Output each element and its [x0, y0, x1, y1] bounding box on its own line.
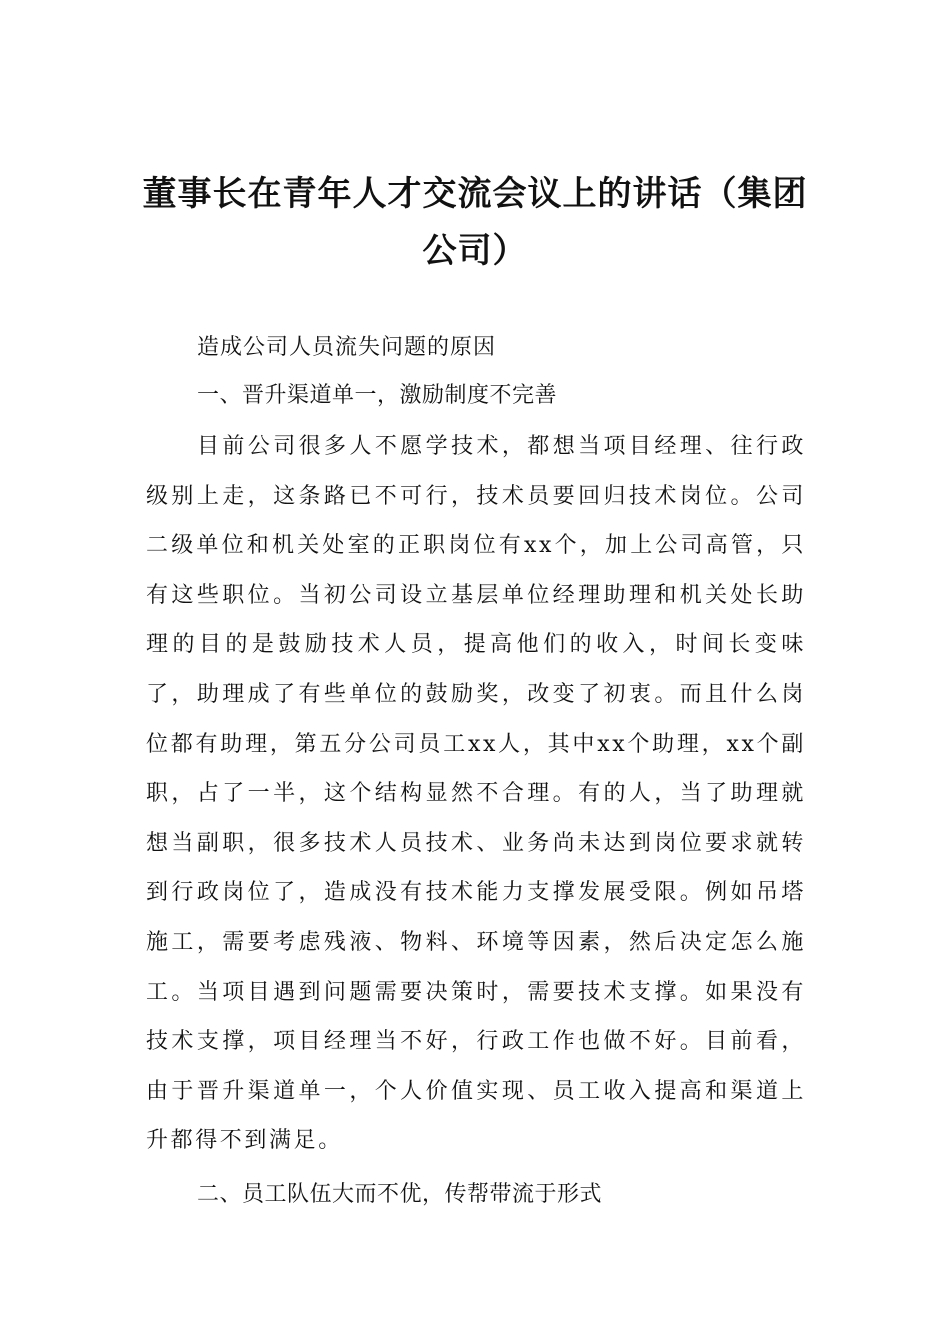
document-title: 董事长在青年人才交流会议上的讲话（集团公司）	[142, 174, 808, 271]
section-2-heading: 二、员工队伍大而不优，传帮带流于形式	[197, 1182, 603, 1207]
intro-line: 造成公司人员流失问题的原因	[197, 335, 497, 360]
section-1-heading: 一、晋升渠道单一，激励制度不完善	[197, 383, 558, 408]
section-1-body: 目前公司很多人不愿学技术，都想当项目经理、往行政级别上走，这条路已不可行，技术员要回归技术岗位。公司二级单位和机关处室的正职岗位有xx个，加上公司高管，只有这些职位。当初公司设立基层单位经理助理和机关处长助理的目的是鼓励技术人员，提高他们的收入，时间长变味了，助理成了有些单位的鼓励奖，改变了初衷。而且什么岗位都有助理，第五分公司员工xx人，其中xx个助理，xx个副职，占了一半，这个结构显然不合理。有的人，当了助理就想当副职，很多技术人员技术、业务尚未达到岗位要求就转到行政岗位了，造成没有技术能力支撑发展受限。例如吊塔施工，需要考虑残液、物料、环境等因素，然后决定怎么施工。当项目遇到问题需要决策时，需要技术支撑。如果没有技术支撑，项目经理当不好，行政工作也做不好。目前看，由于晋升渠道单一，个人价值实现、员工收入提高和渠道上升都得不到满足。	[146, 434, 806, 1154]
